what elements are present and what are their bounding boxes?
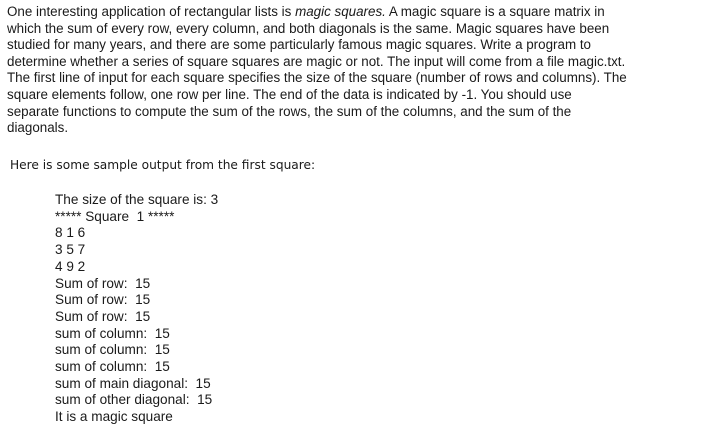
output-line-square-header: ***** Square 1 ***** (55, 208, 175, 224)
sample-intro: Here is some sample output from the first square: (10, 158, 316, 172)
output-line-column-sum: sum of column: 15 (55, 342, 170, 358)
output-line-row-sum: Sum of row: 15 (55, 275, 151, 291)
problem-description (7, 4, 703, 137)
paragraph-line (7, 4, 703, 21)
output-line-result: It is a magic square (55, 409, 173, 425)
paragraph-line: diagonals. (7, 120, 69, 136)
output-line-row-values: 3 5 7 (55, 242, 86, 258)
paragraph-line: determine whether a series of square squares are magic or not. The input will come from a file magic.txt. (7, 53, 626, 69)
emphasis-term: magic squares. (295, 4, 386, 19)
output-line-row-values: 8 1 6 (55, 225, 86, 241)
paragraph-line: separate functions to compute the sum of the rows, the sum of the columns, and the sum of the (7, 103, 572, 119)
paragraph-line: which the sum of every row, every column, and both diagonals is the same. Magic squares have been (7, 20, 610, 36)
paragraph-line: The first line of input for each square specifies the size of the square (number of rows and columns). The (7, 70, 627, 86)
sample-output (55, 192, 218, 426)
paragraph-text: One interesting application of rectangular lists is (7, 4, 296, 19)
output-line-column-sum: sum of column: 15 (55, 325, 170, 341)
paragraph-text: A magic square is a square matrix in (385, 4, 605, 19)
output-line-size: The size of the square is: 3 (55, 192, 219, 207)
output-line-other-diagonal: sum of other diagonal: 15 (55, 392, 213, 408)
output-line-row-values: 4 9 2 (55, 258, 86, 274)
output-line-row-sum: Sum of row: 15 (55, 292, 151, 308)
paragraph-line: square elements follow, one row per line. The end of the data is indicated by -1. You should use (7, 86, 572, 102)
output-line-main-diagonal: sum of main diagonal: 15 (55, 375, 211, 391)
paragraph-line: studied for many years, and there are some particularly famous magic squares. Write a program to (7, 37, 591, 53)
output-line-row-sum: Sum of row: 15 (55, 308, 151, 324)
output-line-column-sum: sum of column: 15 (55, 359, 170, 375)
